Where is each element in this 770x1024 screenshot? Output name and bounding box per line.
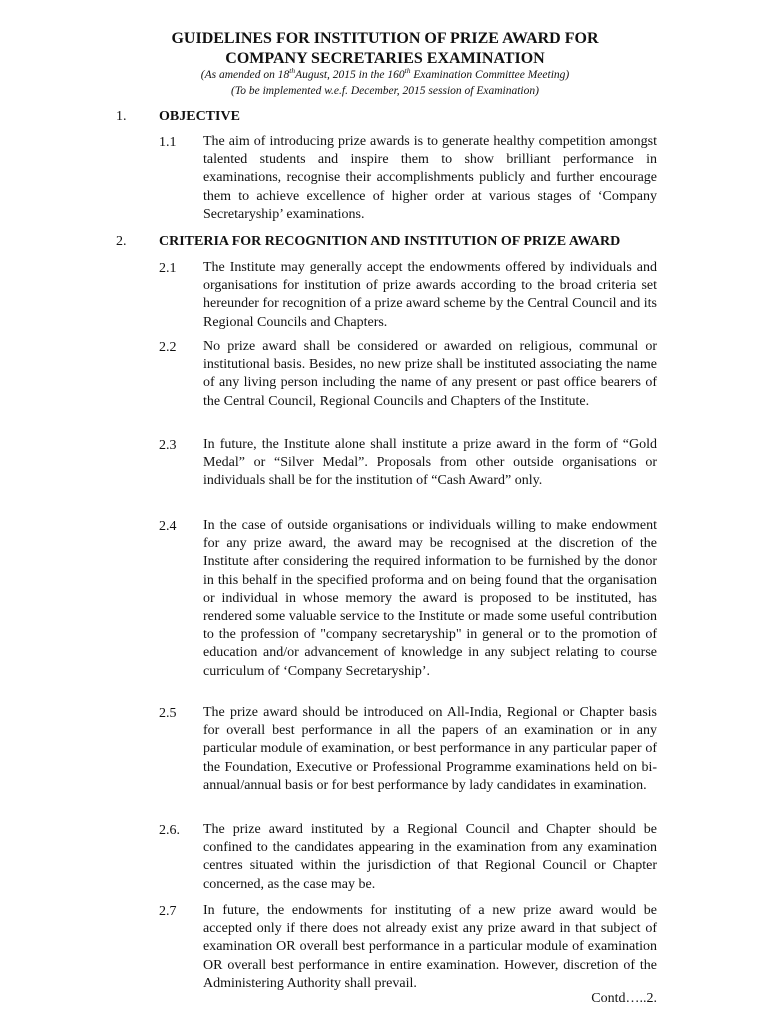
clause-number: 2.2: [159, 340, 177, 355]
implementation-note: (To be implemented w.e.f. December, 2015 session of Examination): [231, 85, 539, 97]
section-title: OBJECTIVE: [159, 109, 240, 124]
document-title-line-2: COMPANY SECRETARIES EXAMINATION: [225, 50, 545, 67]
clause-number: 2.1: [159, 261, 177, 276]
amendment-note: (As amended on 18thAugust, 2015 in the 160th Examination Committee Meeting): [200, 66, 570, 81]
section-number: 1.: [116, 109, 127, 124]
clause-text: The Institute may generally accept the endowments offered by individuals and organisations for institution of prize awards according to the broad criteria set hereunder for recognition of a prize award scheme by the Central Council and its Regional Councils and Chapters.: [203, 260, 657, 330]
clause-number: 2.7: [159, 904, 177, 919]
clause-text: No prize award shall be considered or awarded on religious, communal or institutional basis. Besides, no new prize shall be instituted associating the name of any living person including the name of any present or past office bearers of the Central Council, Regional Councils and Chapters of the Institute.: [203, 339, 657, 409]
clause-text: The prize award should be introduced on All-India, Regional or Chapter basis for overall best performance in all the papers of an examination or in any particular module of examination, or best performance in any particular paper of the Foundation, Executive or Professional Programme examinations held on bi-annual/annual basis or for best performance by lady candidates in examination.: [203, 705, 657, 793]
clause-text: In future, the endowments for instituting of a new prize award would be accepted only if there does not already exist any prize award in that subject of examination OR overall best performance in a particular module of examination OR overall best performance in entire examination. However, discretion of the Administering Authority shall prevail.: [203, 903, 657, 991]
clause-number: 1.1: [159, 135, 177, 150]
clause-number: 2.6.: [159, 823, 180, 838]
document-title-line-1: GUIDELINES FOR INSTITUTION OF PRIZE AWARD FOR: [171, 30, 599, 47]
section-number: 2.: [116, 234, 127, 249]
clause-text: The prize award instituted by a Regional Council and Chapter should be confined to the candidates appearing in the examination from any examination centres situated within the jurisdiction of that Regional Council or Chapter concerned, as the case may be.: [203, 822, 657, 892]
clause-number: 2.5: [159, 706, 177, 721]
clause-text: In the case of outside organisations or individuals willing to make endowment for any prize award, the award may be recognised at the discretion of the Institute after considering the required information to be furnished by the donor in this behalf in the specified proforma and on being found that the organisation or individual in whose memory the award is proposed to be instituted, has rendered some valuable service to the Institute or made some useful contribution to the profession of "company secretaryship" in general or to the promotion of education and/or advancement of knowledge in any subject relating to course curriculum of ‘Company Secretaryship’.: [203, 518, 657, 679]
clause-text: The aim of introducing prize awards is to generate healthy competition amongst talented students and inspire them to show brilliant performance in examinations, recognise their accomplishments publicly and further encourage them to achieve excellence of higher order at various stages of ‘Company Secretaryship’ examinations.: [203, 134, 657, 222]
clause-text: In future, the Institute alone shall institute a prize award in the form of “Gold Medal” or “Silver Medal”. Proposals from other outside organisations or individuals shall be for the institution of “Cash Award” only.: [203, 437, 657, 489]
clause-number: 2.3: [159, 438, 177, 453]
clause-number: 2.4: [159, 519, 177, 534]
continued-marker: Contd…..2.: [591, 991, 657, 1006]
section-title: CRITERIA FOR RECOGNITION AND INSTITUTION OF PRIZE AWARD: [159, 234, 621, 249]
